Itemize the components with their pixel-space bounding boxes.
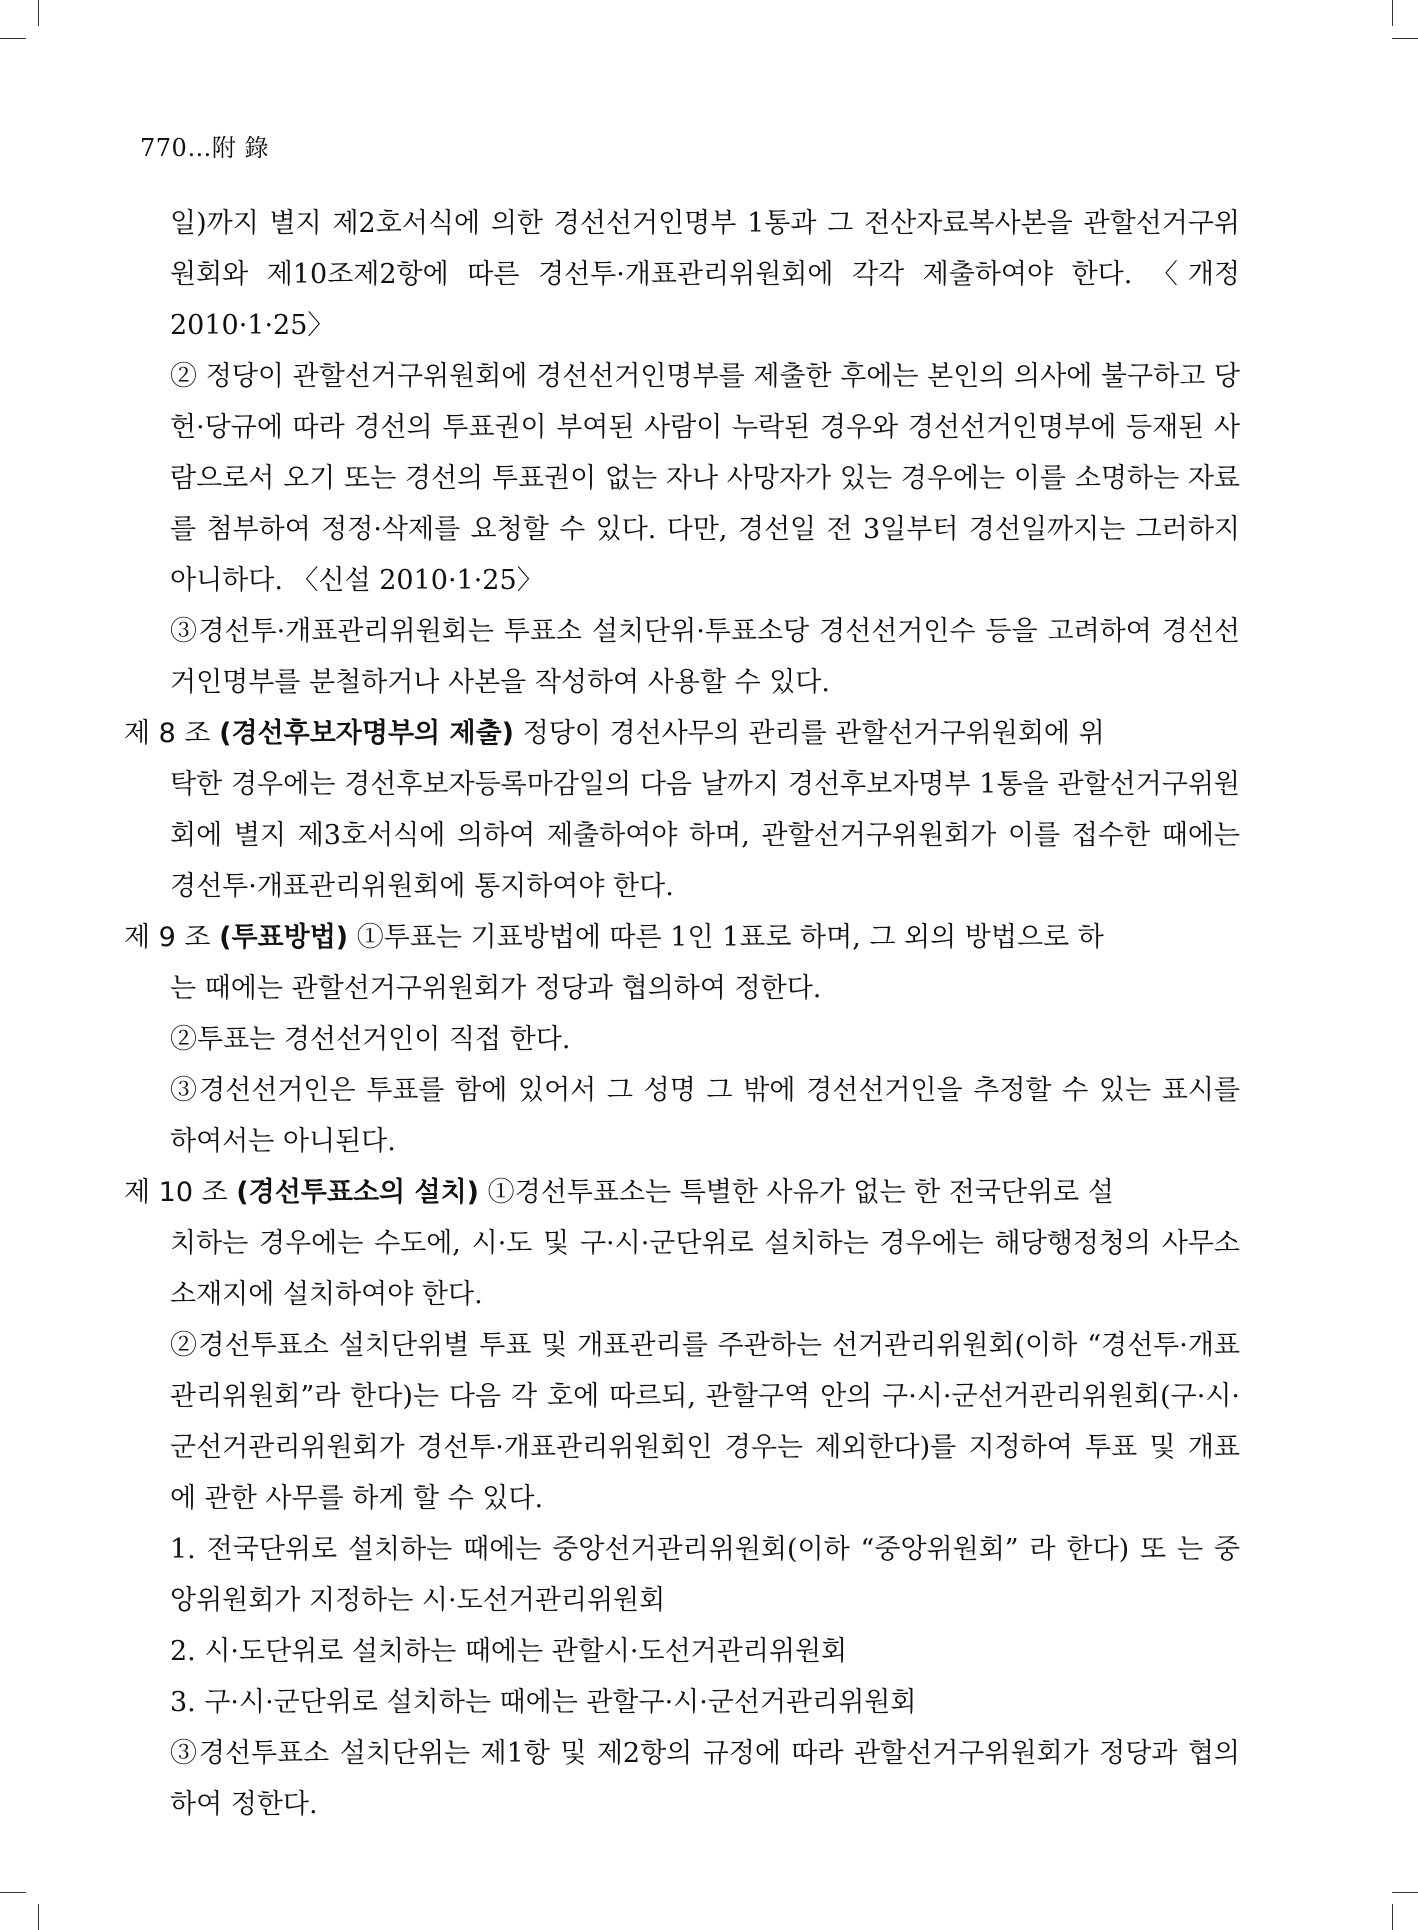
paragraph-continuation: 일)까지 별지 제2호서식에 의한 경선선거인명부 1통과 그 전산자료복사본을 관할선거구위원회와 제10조제2항에 따른 경선투·개표관리위원회에 각각 제출하여야 한다. 〈개정 2010·1·25〉 [170,208,1240,341]
crop-mark-top-right-h [1392,38,1418,39]
article-10-clause-2: ②경선투표소 설치단위별 투표 및 개표관리를 주관하는 선거관리위원회(이하 “경선투·개표관리위원회”라 한다)는 다음 각 호에 따르되, 관할구역 안의 구·시·군선거관리위원회(구·시·군선거관리위원회가 경선투·개표관리위원회인 경우는 제외한다)를 지정하여 투표 및 개표에 관한 사무를 하게 할 수 있다. [170,1330,1240,1514]
article-8 [124,708,1240,912]
article-10-item-1 [170,1524,1240,1626]
article-10-item-2: 2. 시·도단위로 설치하는 때에는 관할시·도선거관리위원회 [170,1636,848,1667]
article-10-number: 제 10 조 [124,1177,228,1208]
header-separator: … [187,134,212,162]
crop-mark-top-left [38,0,39,26]
article-8-title: (경선후보자명부의 제출) [219,718,515,749]
crop-mark-bottom-right-h [1392,1892,1418,1893]
crop-mark-bottom-right [1392,1904,1393,1930]
article-10-clause-3: ③경선투표소 설치단위는 제1항 및 제2항의 규정에 따라 관할선거구위원회가 정당과 협의하여 정한다. [170,1738,1240,1820]
running-header [140,128,269,163]
paragraph-clause-3: ③경선투·개표관리위원회는 투표소 설치단위·투표소당 경선선거인수 등을 고려하여 경선선거인명부를 분철하거나 사본을 작성하여 사용할 수 있다. [170,616,1240,698]
article-10-title: (경선투표소의 설치) [236,1177,480,1208]
article-10-item-1-first: 1. 전국단위로 설치하는 때에는 중앙선거관리위원회(이하 “중앙위원회” 라 한다) 또 [170,1534,1167,1565]
crop-mark-top-left-h [0,38,26,39]
crop-mark-bottom-left [38,1904,39,1930]
crop-mark-top-right [1392,0,1393,26]
article-9-number: 제 9 조 [124,922,211,953]
article-8-body-first: 정당이 경선사무의 관리를 관할선거구위원회에 위 [522,718,1105,749]
article-9-clause-3: ③경선선거인은 투표를 함에 있어서 그 성명 그 밖에 경선선거인을 추정할 수 있는 표시를 하여서는 아니된다. [170,1075,1240,1157]
article-9-clause-2: ②투표는 경선선거인이 직접 한다. [170,1024,571,1055]
paragraph-clause-2: ② 정당이 관할선거구위원회에 경선선거인명부를 제출한 후에는 본인의 의사에 불구하고 당헌·당규에 따라 경선의 투표권이 부여된 사람이 누락된 경우와 경선선거인명부에 등재된 사람으로서 오기 또는 경선의 투표권이 없는 자나 사망자가 있는 경우에는 이를 소명하는 자료를 첨부하여 정정·삭제를 요청할 수 있다. 다만, 경선일 전 3일부터 경선일까지는 그러하지 아니하다. 〈신설 2010·1·25〉 [170,361,1240,596]
page-body [124,198,1241,1830]
article-9-body-rest: 는 때에는 관할선거구위원회가 정당과 협의하여 정한다. [170,973,822,1004]
article-8-number: 제 8 조 [124,718,211,749]
article-10-item-1-rest: 는 중앙위원회가 지정하는 시·도선거관리위원회 [170,1534,1241,1616]
article-10-body-rest: 치하는 경우에는 수도에, 시·도 및 구·시·군단위로 설치하는 경우에는 해당행정청의 사무소 소재지에 설치하여야 한다. [170,1228,1240,1310]
article-9-title: (투표방법) [219,922,349,953]
header-section: 附 錄 [211,134,269,162]
article-10-body-first: ①경선투표소는 특별한 사유가 없는 한 전국단위로 설 [487,1177,1114,1208]
article-10 [124,1167,1240,1320]
article-9-body-first: ①투표는 기표방법에 따른 1인 1표로 하며, 그 외의 방법으로 하 [356,922,1104,953]
article-9 [124,912,1240,1014]
page-number: 770 [140,134,188,162]
crop-mark-bottom-left-h [0,1892,26,1893]
article-10-item-3: 3. 구·시·군단위로 설치하는 때에는 관할구·시·군선거관리위원회 [170,1687,917,1718]
article-8-body-rest: 탁한 경우에는 경선후보자등록마감일의 다음 날까지 경선후보자명부 1통을 관할선거구위원회에 별지 제3호서식에 의하여 제출하여야 하며, 관할선거구위원회가 이를 접수한 때에는 경선투·개표관리위원회에 통지하여야 한다. [170,769,1240,902]
